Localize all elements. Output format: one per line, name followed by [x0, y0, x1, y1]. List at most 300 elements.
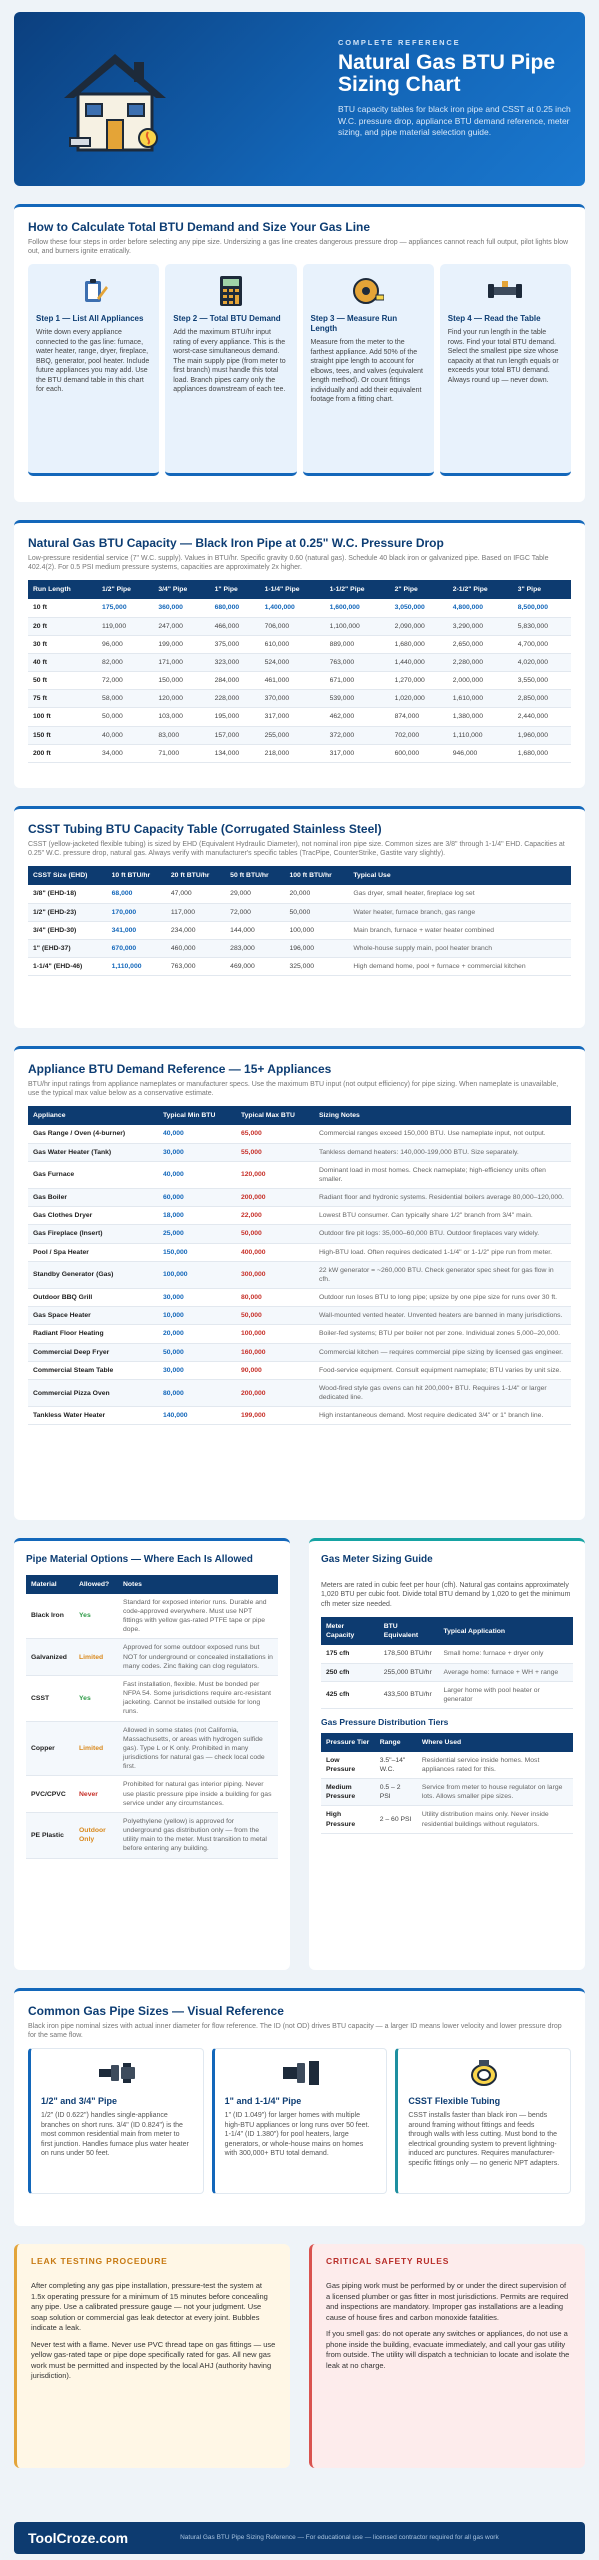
column-header: 10 ft BTU/hr — [107, 866, 166, 885]
section-title: Gas Meter Sizing Guide — [321, 1554, 433, 1565]
column-header: 1" Pipe — [210, 580, 260, 599]
btu-capacity-cell: 375,000 — [210, 635, 260, 653]
btu-capacity-cell: 117,000 — [166, 903, 225, 921]
btu-capacity-cell: 1,440,000 — [390, 653, 448, 671]
sizing-notes-cell: Radiant floor and hydronic systems. Residential boilers average 80,000–120,000. — [314, 1189, 571, 1207]
table-row — [28, 903, 571, 921]
btu-capacity-cell: 1,380,000 — [448, 708, 513, 726]
section-title: Natural Gas BTU Capacity — Black Iron Pipe at 0.25" W.C. Pressure Drop — [28, 536, 444, 550]
materials-table — [26, 1575, 278, 1859]
table-row — [28, 1379, 571, 1406]
btu-capacity-cell: 29,000 — [225, 885, 284, 903]
footer-note: Natural Gas BTU Pipe Sizing Reference — For educational use — licensed contractor required for all gas work — [180, 2533, 499, 2541]
material-notes-cell: Approved for some outdoor exposed runs but NOT for underground or concealed installations in many codes. Zinc flaking can clog regulators. — [118, 1639, 278, 1676]
table-header-row — [28, 866, 571, 885]
tape-measure-icon — [311, 274, 426, 308]
table-row — [28, 1307, 571, 1325]
table-row — [28, 744, 571, 762]
pipe-size-title: 1/2" and 3/4" Pipe — [41, 2096, 118, 2107]
column-header: Pressure Tier — [321, 1733, 375, 1752]
table-row — [26, 1639, 278, 1676]
btu-capacity-cell: 2,090,000 — [390, 617, 448, 635]
table-row — [28, 1325, 571, 1343]
pressure-tier-cell: Medium Pressure — [321, 1779, 375, 1806]
typical-use-cell: Gas dryer, small heater, fireplace log set — [348, 885, 571, 903]
btu-capacity-cell: 461,000 — [260, 672, 325, 690]
table-header-row — [321, 1733, 573, 1752]
panel-text: Never test with a flame. Never use PVC thread tape on gas fittings — use yellow gas-rated tape or pipe dope specifically rated for gas. All new gas work must be permitted and inspected by the local AHJ (authority having jurisdiction). — [31, 2339, 276, 2381]
csst-table — [28, 866, 571, 976]
btu-capacity-cell: 702,000 — [390, 726, 448, 744]
btu-capacity-cell: 889,000 — [325, 635, 390, 653]
step-text: Find your run length in the table rows. Find your total BTU demand. Select the smallest pipe size whose capacity at that run length equals or exceeds your total BTU demand. Always round up — never down. — [447, 329, 559, 384]
column-header: Run Length — [28, 580, 97, 599]
table-row — [28, 958, 571, 976]
material-name-cell: CSST — [26, 1675, 74, 1721]
csst-size-cell: 1/2" (EHD-23) — [28, 903, 107, 921]
run-length-cell: 20 ft — [28, 617, 97, 635]
pipe-size-text: CSST installs faster than black iron — bends around framing without fittings and feeds through walls with less cutting. Must bond to the electrical grounding system to prevent lightning-induced arc punctures. Requires manufacturer-specific fittings only — no generic NPT adapters. — [408, 2112, 560, 2167]
appliance-name-cell: Standby Generator (Gas) — [28, 1261, 158, 1288]
column-header: Appliance — [28, 1106, 158, 1125]
min-btu-cell: 40,000 — [158, 1161, 236, 1188]
btu-capacity-cell: 195,000 — [210, 708, 260, 726]
pressure-range-cell: 0.5 – 2 PSI — [375, 1779, 417, 1806]
table-header-row — [321, 1617, 573, 1645]
btu-capacity-cell: 82,000 — [97, 653, 153, 671]
max-btu-cell: 400,000 — [236, 1243, 314, 1261]
table-row — [321, 1779, 573, 1806]
appliance-name-cell: Gas Clothes Dryer — [28, 1207, 158, 1225]
column-header: Material — [26, 1575, 74, 1594]
how-to-section — [14, 204, 585, 502]
btu-equivalent-cell: 255,000 BTU/hr — [379, 1663, 439, 1681]
table-row — [321, 1663, 573, 1681]
min-btu-cell: 80,000 — [158, 1379, 236, 1406]
btu-capacity-cell: 103,000 — [153, 708, 209, 726]
column-header: 2-1/2" Pipe — [448, 580, 513, 599]
btu-capacity-cell: 317,000 — [325, 744, 390, 762]
table-row — [28, 1125, 571, 1143]
column-header: CSST Size (EHD) — [28, 866, 107, 885]
btu-capacity-cell: 1,400,000 — [260, 599, 325, 617]
where-used-cell: Service from meter to house regulator on large lots. Allows smaller pipe sizes. — [417, 1779, 573, 1806]
table-header-row — [26, 1575, 278, 1594]
step-title: Step 2 — Total BTU Demand — [173, 314, 281, 324]
safety-rules-panel — [309, 2244, 585, 2468]
max-btu-cell: 200,000 — [236, 1189, 314, 1207]
table-row — [28, 1225, 571, 1243]
steps-list — [28, 264, 571, 476]
btu-capacity-cell: 1,020,000 — [390, 690, 448, 708]
min-btu-cell: 100,000 — [158, 1261, 236, 1288]
section-title: How to Calculate Total BTU Demand and Size Your Gas Line — [28, 220, 371, 234]
max-btu-cell: 100,000 — [236, 1325, 314, 1343]
allowed-status-cell: Limited — [74, 1639, 118, 1676]
table-row — [321, 1752, 573, 1779]
clipboard-pencil-icon — [36, 274, 151, 308]
run-length-cell: 30 ft — [28, 635, 97, 653]
table-row — [28, 1289, 571, 1307]
step-title: Step 4 — Read the Table — [447, 314, 541, 324]
table-row — [28, 690, 571, 708]
table-row — [28, 1189, 571, 1207]
step-card — [303, 264, 434, 476]
table-row — [26, 1776, 278, 1813]
sizing-notes-cell: High-BTU load. Often requires dedicated 1-1/4" or 1-1/2" pipe run from meter. — [314, 1243, 571, 1261]
btu-capacity-cell: 3,290,000 — [448, 617, 513, 635]
table-row — [28, 726, 571, 744]
max-btu-cell: 50,000 — [236, 1307, 314, 1325]
max-btu-cell: 65,000 — [236, 1125, 314, 1143]
appliance-name-cell: Tankless Water Heater — [28, 1407, 158, 1425]
appliance-name-cell: Gas Boiler — [28, 1189, 158, 1207]
allowed-status-cell: Yes — [74, 1594, 118, 1639]
btu-capacity-cell: 96,000 — [97, 635, 153, 653]
table-row — [28, 1361, 571, 1379]
max-btu-cell: 199,000 — [236, 1407, 314, 1425]
allowed-status-cell: Yes — [74, 1675, 118, 1721]
appliance-name-cell: Commercial Steam Table — [28, 1361, 158, 1379]
sizing-notes-cell: High instantaneous demand. Most require dedicated 3/4" or 1" branch line. — [314, 1407, 571, 1425]
btu-capacity-cell: 600,000 — [390, 744, 448, 762]
btu-capacity-cell: 40,000 — [97, 726, 153, 744]
btu-capacity-cell: 2,650,000 — [448, 635, 513, 653]
pipe-icon — [448, 274, 563, 308]
page-title: Natural Gas BTU Pipe Sizing Chart — [338, 51, 556, 97]
btu-capacity-cell: 1,600,000 — [325, 599, 390, 617]
house-gas-icon — [60, 50, 170, 154]
table-row — [28, 617, 571, 635]
btu-capacity-cell: 100,000 — [284, 921, 348, 939]
btu-capacity-cell: 120,000 — [153, 690, 209, 708]
csst-size-cell: 1" (EHD-37) — [28, 939, 107, 957]
btu-capacity-cell: 283,000 — [225, 939, 284, 957]
run-length-cell: 75 ft — [28, 690, 97, 708]
appliance-name-cell: Pool / Spa Heater — [28, 1243, 158, 1261]
btu-capacity-cell: 5,830,000 — [513, 617, 571, 635]
allowed-status-cell: Never — [74, 1776, 118, 1813]
typical-use-cell: Main branch, furnace + water heater combined — [348, 921, 571, 939]
pipe-size-card — [28, 2048, 204, 2194]
appliance-name-cell: Radiant Floor Heating — [28, 1325, 158, 1343]
column-header: 1-1/4" Pipe — [260, 580, 325, 599]
btu-capacity-cell: 71,000 — [153, 744, 209, 762]
btu-capacity-cell: 946,000 — [448, 744, 513, 762]
btu-capacity-cell: 4,020,000 — [513, 653, 571, 671]
material-name-cell: PE Plastic — [26, 1812, 74, 1858]
section-intro: BTU/hr input ratings from appliance nameplates or manufacturer specs. Use the maximum BTU input (not output efficiency) for pipe sizing. When nameplate is unavailable, use the typical max value below as a conservative estimate. — [28, 1081, 559, 1098]
table-row — [28, 939, 571, 957]
column-header: Range — [375, 1733, 417, 1752]
application-cell: Average home: furnace + WH + range — [438, 1663, 573, 1681]
sizing-notes-cell: 22 kW generator = ~260,000 BTU. Check generator spec sheet for gas flow in cfh. — [314, 1261, 571, 1288]
pressure-tier-cell: Low Pressure — [321, 1752, 375, 1779]
min-btu-cell: 30,000 — [158, 1143, 236, 1161]
appliance-name-cell: Gas Furnace — [28, 1161, 158, 1188]
pipe-size-title: CSST Flexible Tubing — [408, 2096, 501, 2107]
column-header: 3/4" Pipe — [153, 580, 209, 599]
btu-capacity-cell: 706,000 — [260, 617, 325, 635]
material-name-cell: Copper — [26, 1721, 74, 1776]
column-header: 50 ft BTU/hr — [225, 866, 284, 885]
min-btu-cell: 25,000 — [158, 1225, 236, 1243]
table-row — [28, 1243, 571, 1261]
btu-capacity-cell: 325,000 — [284, 958, 348, 976]
min-btu-cell: 40,000 — [158, 1125, 236, 1143]
table-row — [321, 1645, 573, 1663]
btu-capacity-cell: 360,000 — [153, 599, 209, 617]
material-notes-cell: Polyethylene (yellow) is approved for underground gas distribution only — from the utility main to the meter. Must transition to metal before entering any building. — [118, 1812, 278, 1858]
btu-capacity-cell: 247,000 — [153, 617, 209, 635]
column-header: Typical Min BTU — [158, 1106, 236, 1125]
pipe-size-text: 1" (ID 1.049") for larger homes with multiple high-BTU appliances or long runs over 50 feet. 1-1/4" (ID 1.380") for pool heaters, large generators, or whole-house mains on homes with 300,000+ BTU total demand. — [224, 2112, 370, 2158]
column-header: Where Used — [417, 1733, 573, 1752]
step-title: Step 3 — Measure Run Length — [310, 314, 398, 334]
btu-capacity-cell: 284,000 — [210, 672, 260, 690]
btu-capacity-cell: 466,000 — [210, 617, 260, 635]
btu-capacity-cell: 68,000 — [107, 885, 166, 903]
black-iron-section — [14, 520, 585, 788]
leak-testing-panel — [14, 2244, 290, 2468]
table-header-row — [28, 580, 571, 599]
section-intro: Black iron pipe nominal sizes with actual inner diameter for flow reference. The ID (not OD) drives BTU capacity — a larger ID means lower velocity and lower pressure drop for the same flow. — [28, 2023, 562, 2040]
meter-table — [321, 1617, 573, 1709]
step-text: Add the maximum BTU/hr input rating of every appliance. This is the worst-case simultaneous demand. The main supply pipe (from meter to first branch) must handle this total load. Branch pipes carry only the appliances downstream of each tee. — [173, 329, 286, 394]
typical-use-cell: Water heater, furnace branch, gas range — [348, 903, 571, 921]
table-row — [28, 653, 571, 671]
max-btu-cell: 55,000 — [236, 1143, 314, 1161]
run-length-cell: 200 ft — [28, 744, 97, 762]
btu-capacity-cell: 680,000 — [210, 599, 260, 617]
application-cell: Larger home with pool heater or generator — [438, 1681, 573, 1708]
where-used-cell: Residential service inside homes. Most appliances rated for this. — [417, 1752, 573, 1779]
btu-capacity-cell: 3,550,000 — [513, 672, 571, 690]
sizing-notes-cell: Lowest BTU consumer. Can typically share 1/2" branch from 3/4" main. — [314, 1207, 571, 1225]
btu-capacity-cell: 170,000 — [107, 903, 166, 921]
sizing-notes-cell: Tankless demand heaters: 140,000-199,000 BTU. Size separately. — [314, 1143, 571, 1161]
btu-capacity-cell: 763,000 — [325, 653, 390, 671]
calculator-icon — [173, 274, 288, 308]
table-row — [26, 1594, 278, 1639]
run-length-cell: 40 ft — [28, 653, 97, 671]
btu-capacity-cell: 8,500,000 — [513, 599, 571, 617]
sizing-notes-cell: Commercial ranges exceed 150,000 BTU. Use nameplate input, not output. — [314, 1125, 571, 1143]
min-btu-cell: 60,000 — [158, 1189, 236, 1207]
column-header: 1/2" Pipe — [97, 580, 153, 599]
max-btu-cell: 300,000 — [236, 1261, 314, 1288]
material-notes-cell: Prohibited for natural gas interior piping. Never use plastic pressure pipe inside a building for gas service under any circumstances. — [118, 1776, 278, 1813]
btu-capacity-cell: 175,000 — [97, 599, 153, 617]
table-row — [26, 1721, 278, 1776]
sizing-notes-cell: Commercial kitchen — requires commercial pipe sizing by licensed gas engineer. — [314, 1343, 571, 1361]
max-btu-cell: 160,000 — [236, 1343, 314, 1361]
btu-capacity-cell: 370,000 — [260, 690, 325, 708]
pipe-size-text: 1/2" (ID 0.622") handles single-appliance branches on short runs. 3/4" (ID 0.824") is the most common residential main from meter to first junction. Handles furnace plus water heater on runs under 50 feet. — [41, 2112, 189, 2158]
meter-capacity-cell: 425 cfh — [321, 1681, 379, 1708]
btu-capacity-cell: 4,800,000 — [448, 599, 513, 617]
btu-capacity-cell: 1,100,000 — [325, 617, 390, 635]
table-row — [28, 1161, 571, 1188]
appliance-name-cell: Commercial Deep Fryer — [28, 1343, 158, 1361]
min-btu-cell: 50,000 — [158, 1343, 236, 1361]
panel-text: If you smell gas: do not operate any switches or appliances, do not use a phone inside the building, evacuate immediately, and call your gas utility from outside. The utility will dispatch a technician to locate and isolate the leak at no charge. — [326, 2329, 570, 2370]
panel-text: After completing any gas pipe installation, pressure-test the system at 1.5x operating pressure for a minimum of 15 minutes before concealing any pipe. Use a calibrated pressure gauge — not your judgment. Use soap solution or commercial gas leak detector at every joint. Bubbles indicate a leak. — [31, 2281, 268, 2333]
csst-size-cell: 3/4" (EHD-30) — [28, 921, 107, 939]
max-btu-cell: 50,000 — [236, 1225, 314, 1243]
btu-capacity-cell: 1,110,000 — [448, 726, 513, 744]
csst-coil-icon — [408, 2059, 560, 2089]
btu-capacity-cell: 1,680,000 — [390, 635, 448, 653]
table-header-row — [28, 1106, 571, 1125]
btu-capacity-cell: 524,000 — [260, 653, 325, 671]
hero-subtitle: BTU capacity tables for black iron pipe and CSST at 0.25 inch W.C. pressure drop, appliance BTU demand reference, meter sizing, and pipe material selection guide. — [338, 104, 571, 138]
btu-capacity-cell: 341,000 — [107, 921, 166, 939]
step-card — [440, 264, 571, 476]
btu-capacity-cell: 34,000 — [97, 744, 153, 762]
table-row — [321, 1681, 573, 1708]
csst-size-cell: 1-1/4" (EHD-46) — [28, 958, 107, 976]
pressure-range-cell: 3.5"–14" W.C. — [375, 1752, 417, 1779]
btu-capacity-cell: 228,000 — [210, 690, 260, 708]
pipe-size-card — [395, 2048, 571, 2194]
pressure-range-cell: 2 – 60 PSI — [375, 1806, 417, 1833]
table-row — [28, 672, 571, 690]
sizing-notes-cell: Food-service equipment. Consult equipment nameplate; BTU varies by unit size. — [314, 1361, 571, 1379]
pressure-tier-table — [321, 1733, 573, 1834]
btu-capacity-cell: 323,000 — [210, 653, 260, 671]
step-text: Write down every appliance connected to the gas line: furnace, water heater, range, dryer, fireplace, BBQ, generator, pool heater. Include future appliances you may add. Use the BTU demand table in this chart for each. — [36, 329, 150, 394]
section-title: CSST Tubing BTU Capacity Table (Corrugated Stainless Steel) — [28, 822, 382, 836]
column-header: Sizing Notes — [314, 1106, 571, 1125]
section-intro: Follow these four steps in order before selecting any pipe size. Undersizing a gas line creates dangerous pressure drop — appliances cannot reach full output, pilot lights blow out, and burners ignite erratically. — [28, 239, 569, 256]
btu-capacity-cell: 2,000,000 — [448, 672, 513, 690]
btu-capacity-cell: 20,000 — [284, 885, 348, 903]
max-btu-cell: 80,000 — [236, 1289, 314, 1307]
appliance-name-cell: Gas Space Heater — [28, 1307, 158, 1325]
min-btu-cell: 150,000 — [158, 1243, 236, 1261]
column-header: Allowed? — [74, 1575, 118, 1594]
meter-section — [309, 1538, 585, 1970]
table-row — [28, 921, 571, 939]
table-row — [28, 708, 571, 726]
min-btu-cell: 10,000 — [158, 1307, 236, 1325]
pipe-size-cards — [28, 2048, 571, 2194]
column-header: 1-1/2" Pipe — [325, 580, 390, 599]
black-iron-table — [28, 580, 571, 763]
panel-title: CRITICAL SAFETY RULES — [326, 2256, 450, 2266]
material-notes-cell: Standard for exposed interior runs. Durable and code-approved everywhere. Must use NPT fittings with yellow gas-rated PTFE tape or pipe dope. — [118, 1594, 278, 1639]
appliance-name-cell: Outdoor BBQ Grill — [28, 1289, 158, 1307]
btu-capacity-cell: 144,000 — [225, 921, 284, 939]
btu-capacity-cell: 50,000 — [97, 708, 153, 726]
section-title: Common Gas Pipe Sizes — Visual Reference — [28, 2004, 284, 2018]
allowed-status-cell: Outdoor Only — [74, 1812, 118, 1858]
min-btu-cell: 140,000 — [158, 1407, 236, 1425]
sizing-notes-cell: Wood-fired style gas ovens can hit 200,000+ BTU. Requires 1-1/4" or larger dedicated line. — [314, 1379, 571, 1406]
pipe-size-card — [212, 2048, 388, 2194]
btu-capacity-cell: 317,000 — [260, 708, 325, 726]
section-title: Appliance BTU Demand Reference — 15+ Appliances — [28, 1062, 332, 1076]
run-length-cell: 10 ft — [28, 599, 97, 617]
table-row — [28, 1261, 571, 1288]
min-btu-cell: 30,000 — [158, 1361, 236, 1379]
btu-capacity-cell: 874,000 — [390, 708, 448, 726]
max-btu-cell: 90,000 — [236, 1361, 314, 1379]
section-title: Pipe Material Options — Where Each Is Allowed — [26, 1554, 253, 1565]
btu-capacity-cell: 460,000 — [166, 939, 225, 957]
material-name-cell: PVC/CPVC — [26, 1776, 74, 1813]
column-header: Typical Use — [348, 866, 571, 885]
run-length-cell: 50 ft — [28, 672, 97, 690]
btu-equivalent-cell: 433,500 BTU/hr — [379, 1681, 439, 1708]
meter-capacity-cell: 175 cfh — [321, 1645, 379, 1663]
btu-capacity-cell: 2,850,000 — [513, 690, 571, 708]
panel-text: Gas piping work must be performed by or under the direct supervision of a licensed plumber or gas fitter in most jurisdictions. Permits are required and inspections are mandatory. Improper gas installations are a leading cause of house fires and carbon monoxide fatalities. — [326, 2281, 569, 2322]
subsection-title: Gas Pressure Distribution Tiers — [321, 1717, 449, 1728]
btu-capacity-cell: 119,000 — [97, 617, 153, 635]
column-header: Notes — [118, 1575, 278, 1594]
btu-capacity-cell: 469,000 — [225, 958, 284, 976]
btu-capacity-cell: 50,000 — [284, 903, 348, 921]
hero-text — [338, 38, 573, 139]
panel-title: LEAK TESTING PROCEDURE — [31, 2256, 168, 2266]
min-btu-cell: 20,000 — [158, 1325, 236, 1343]
allowed-status-cell: Limited — [74, 1721, 118, 1776]
materials-section — [14, 1538, 290, 1970]
btu-capacity-cell: 372,000 — [325, 726, 390, 744]
btu-capacity-cell: 83,000 — [153, 726, 209, 744]
max-btu-cell: 200,000 — [236, 1379, 314, 1406]
large-pipe-fittings-icon — [225, 2059, 377, 2089]
btu-capacity-cell: 58,000 — [97, 690, 153, 708]
btu-capacity-cell: 150,000 — [153, 672, 209, 690]
column-header: 3" Pipe — [513, 580, 571, 599]
sizing-notes-cell: Outdoor run loses BTU to long pipe; upsize by one pipe size for runs over 30 ft. — [314, 1289, 571, 1307]
btu-capacity-cell: 171,000 — [153, 653, 209, 671]
btu-capacity-cell: 199,000 — [153, 635, 209, 653]
material-name-cell: Galvanized — [26, 1639, 74, 1676]
btu-capacity-cell: 1,680,000 — [513, 744, 571, 762]
btu-capacity-cell: 1,110,000 — [107, 958, 166, 976]
btu-capacity-cell: 1,960,000 — [513, 726, 571, 744]
sizing-notes-cell: Boiler-fed systems; BTU per boiler not per zone. Individual zones 5,000–20,000. — [314, 1325, 571, 1343]
column-header: 2" Pipe — [390, 580, 448, 599]
table-row — [26, 1675, 278, 1721]
appliance-name-cell: Commercial Pizza Oven — [28, 1379, 158, 1406]
run-length-cell: 100 ft — [28, 708, 97, 726]
pipe-size-title: 1" and 1-1/4" Pipe — [224, 2096, 302, 2107]
typical-use-cell: High demand home, pool + furnace + commercial kitchen — [348, 958, 571, 976]
csst-size-cell: 3/8" (EHD-18) — [28, 885, 107, 903]
btu-capacity-cell: 255,000 — [260, 726, 325, 744]
run-length-cell: 150 ft — [28, 726, 97, 744]
min-btu-cell: 18,000 — [158, 1207, 236, 1225]
btu-capacity-cell: 1,270,000 — [390, 672, 448, 690]
csst-section — [14, 806, 585, 1028]
btu-capacity-cell: 196,000 — [284, 939, 348, 957]
sizing-notes-cell: Wall-mounted vented heater. Unvented heaters are banned in many jurisdictions. — [314, 1307, 571, 1325]
table-row — [28, 1207, 571, 1225]
btu-capacity-cell: 134,000 — [210, 744, 260, 762]
material-notes-cell: Allowed in some states (not California, Massachusetts, or areas with hydrogen sulfide gas). Type L or K only. Prohibited in many jurisdictions for natural gas — check local code first. — [118, 1721, 278, 1776]
btu-capacity-cell: 234,000 — [166, 921, 225, 939]
footer-brand-link[interactable]: ToolCroze.com — [28, 2529, 129, 2546]
btu-capacity-cell: 4,700,000 — [513, 635, 571, 653]
appliance-table — [28, 1106, 571, 1425]
btu-capacity-cell: 157,000 — [210, 726, 260, 744]
step-text: Measure from the meter to the farthest appliance. Add 50% of the straight pipe length to account for elbows, tees, and valves (equivalent length method). Or count fittings individually and add their equivalent footage from a fitting chart. — [310, 339, 423, 404]
